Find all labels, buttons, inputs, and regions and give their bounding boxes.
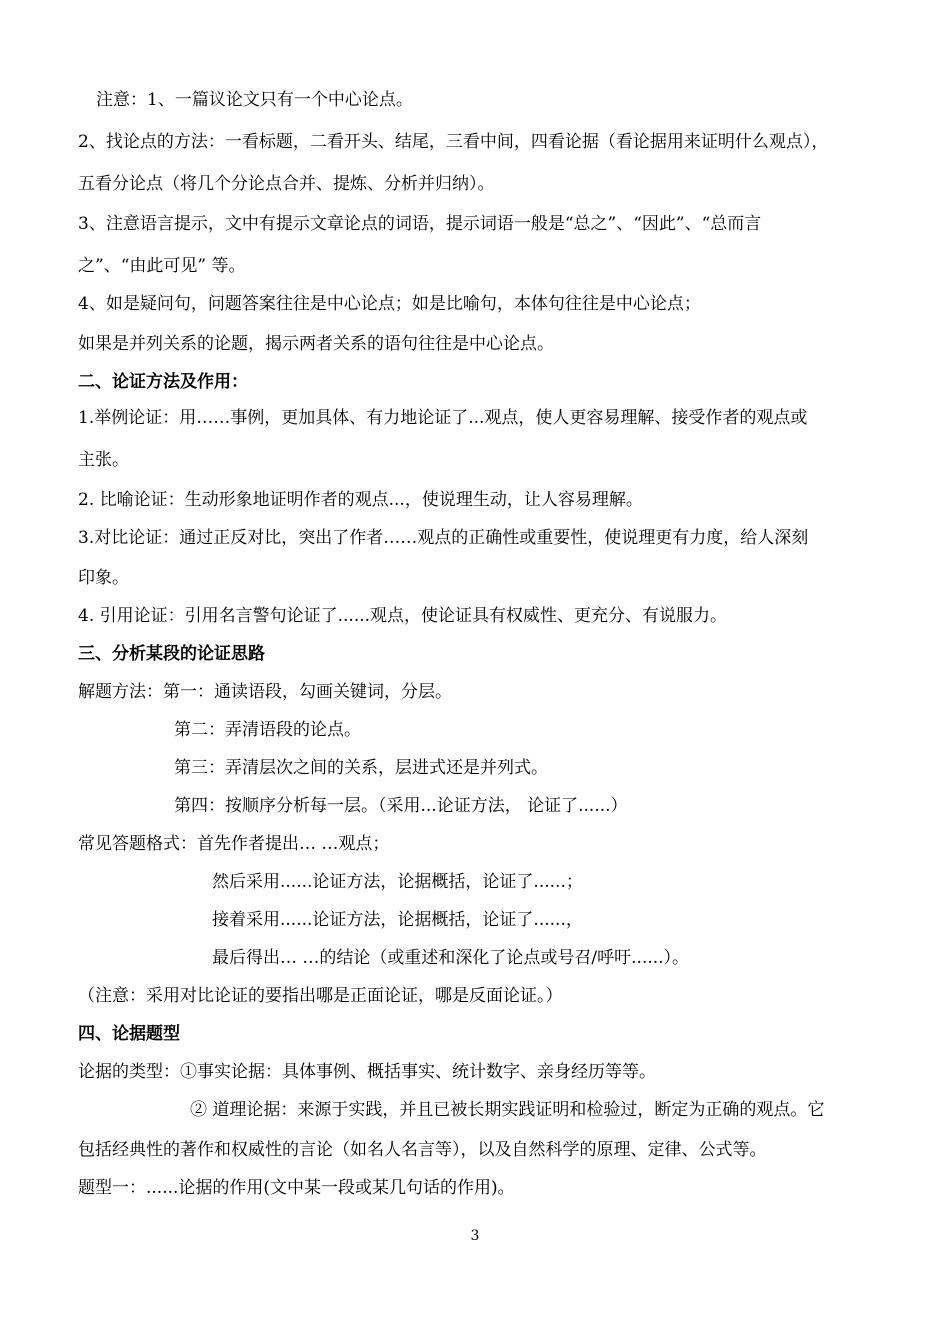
evidence-type-reason-cont: 包括经典性的著作和权威性的言论（如名人名言等），以及自然科学的原理、定律、公式等。 [78, 1140, 767, 1160]
solving-step-2: 第二：弄清语段的论点。 [174, 720, 361, 740]
answer-format-then: 然后采用......论证方法，论据概括，论证了......； [212, 872, 583, 892]
page-number: 3 [470, 1228, 480, 1244]
question-type-one: 题型一：......论据的作用(文中某一段或某几句话的作用)。 [78, 1178, 515, 1198]
evidence-type-reason: ② 道理论据：来源于实践，并且已被长期实践证明和检验过，断定为正确的观点。它 [190, 1100, 825, 1120]
answer-format-first: 常见答题格式：首先作者提出… …观点； [78, 834, 390, 854]
contrast-note: （注意：采用对比论证的要指出哪是正面论证，哪是反面论证。） [78, 986, 563, 1006]
solving-step-3: 第三：弄清层次之间的关系，层进式还是并列式。 [174, 758, 548, 778]
solving-step-1: 解题方法：第一：通读语段，勾画关键词，分层。 [78, 682, 452, 702]
example-argument: 1.举例论证：用……事例，更加具体、有力地论证了...观点，使人更容易理解、接受作者的观点或 [78, 408, 808, 428]
metaphor-argument: 2. 比喻论证：生动形象地证明作者的观点...，使说理生动，让人容易理解。 [78, 490, 643, 510]
section-heading-reasoning: 三、分析某段的论证思路 [78, 644, 265, 664]
parallel-topic-note: 如果是并列关系的论题，揭示两者关系的语句往往是中心论点。 [78, 334, 554, 354]
contrast-argument: 3.对比论证：通过正反对比，突出了作者……观点的正确性或重要性，使说理更有力度，给人深刻 [78, 528, 809, 548]
quotation-argument: 4. 引用论证：引用名言警句论证了......观点，使论证具有权威性、更充分、有说服力。 [78, 606, 728, 626]
solving-step-4: 第四：按顺序分析每一层。（采用...论证方法， 论证了......） [174, 796, 628, 816]
evidence-type-fact: 论据的类型：①事实论据：具体事例、概括事实、统计数字、亲身经历等等。 [78, 1062, 656, 1082]
section-heading-evidence: 四、论据题型 [78, 1024, 180, 1044]
answer-format-last: 最后得出… …的结论（或重述和深化了论点或号召/呼吁......）。 [212, 948, 690, 968]
contrast-argument-cont: 印象。 [78, 568, 129, 588]
note-central-argument: 注意：1、一篇议论文只有一个中心论点。 [96, 90, 413, 110]
example-argument-cont: 主张。 [78, 450, 129, 470]
method-find-argument: 2、找论点的方法：一看标题，二看开头、结尾，三看中间，四看论据（看论据用来证明什么观点）， [78, 132, 829, 152]
section-heading-argument-methods: 二、论证方法及作用： [78, 372, 248, 392]
method-find-argument-cont: 五看分论点（将几个分论点合并、提炼、分析并归纳）。 [78, 174, 495, 194]
answer-format-next: 接着采用......论证方法，论据概括，论证了......， [212, 910, 583, 930]
language-hint: 3、注意语言提示，文中有提示文章论点的词语，提示词语一般是“总之”、“因此”、“总而言 [78, 214, 762, 234]
question-metaphor-note: 4、如是疑问句，问题答案往往是中心论点；如是比喻句，本体句往往是中心论点； [78, 294, 701, 314]
language-hint-cont: 之”、“由此可见” 等。 [78, 256, 246, 276]
